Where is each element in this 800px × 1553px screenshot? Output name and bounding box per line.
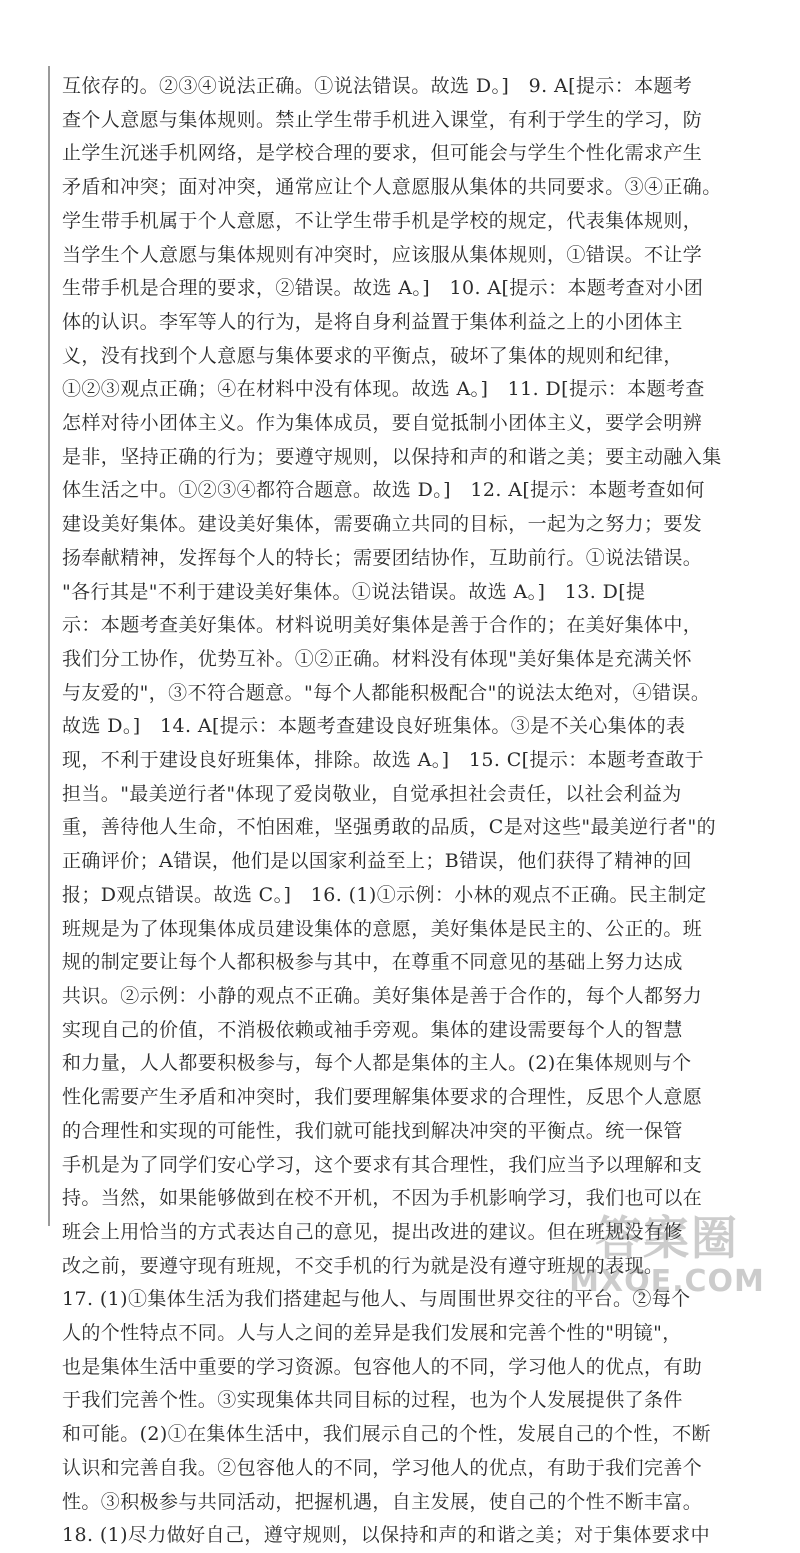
text-line: 17. (1)①集体生活为我们搭建起与他人、与周围世界交往的平台。②每个	[62, 1288, 691, 1311]
text-line: 体的认识。李军等人的行为，是将自身利益置于集体利益之上的小团体主	[62, 310, 683, 333]
text-line: ①②③观点正确；④在材料中没有体现。故选 A。] 11. D[提示：本题考查	[62, 378, 705, 401]
text-line: 是非，坚持正确的行为；要遵守规则，以保持和声的和谐之美；要主动融入集	[62, 445, 722, 468]
text-line: 的合理性和实现的可能性，我们就可能找到解决冲突的平衡点。统一保管	[62, 1119, 683, 1142]
text-line: 于我们完善个性。③实现集体共同目标的过程，也为个人发展提供了条件	[62, 1389, 683, 1412]
text-line: 班规是为了体现集体成员建设集体的意愿，美好集体是民主的、公正的。班	[62, 917, 703, 940]
text-line: "各行其是"不利于建设美好集体。①说法错误。故选 A。] 13. D[提	[62, 580, 646, 603]
text-line: 示：本题考查美好集体。材料说明美好集体是善于合作的；在美好集体中，	[62, 614, 703, 637]
text-line: 18. (1)尽力做好自己，遵守规则，以保持和声的和谐之美；对于集体要求中	[62, 1524, 710, 1547]
text-line: 止学生沉迷手机网络，是学校合理的要求，但可能会与学生个性化需求产生	[62, 142, 703, 165]
text-line: 实现自己的价值，不消极依赖或袖手旁观。集体的建设需要每个人的智慧	[62, 1018, 683, 1041]
text-line: 扬奉献精神，发挥每个人的特长；需要团结协作，互助前行。①说法错误。	[62, 546, 703, 569]
text-line: 与友爱的"，③不符合题意。"每个人都能积极配合"的说法太绝对，④错误。	[62, 681, 711, 704]
text-line: 担当。"最美逆行者"体现了爱岗敬业，自觉承担社会责任，以社会利益为	[62, 782, 682, 805]
text-line: 也是集体生活中重要的学习资源。包容他人的不同，学习他人的优点，有助	[62, 1355, 703, 1378]
text-line: 性化需要产生矛盾和冲突时，我们要理解集体要求的合理性，反思个人意愿	[62, 1086, 703, 1109]
text-line: 义，没有找到个人意愿与集体要求的平衡点，破坏了集体的规则和纪律，	[62, 344, 683, 367]
text-line: 故选 D。] 14. A[提示：本题考查建设良好班集体。③是不关心集体的表	[62, 715, 686, 738]
text-line: 互依存的。②③④说法正确。①说法错误。故选 D。] 9. A[提示：本题考	[62, 75, 693, 97]
text-line: 持。当然，如果能够做到在校不开机，不因为手机影响学习，我们也可以在	[62, 1187, 703, 1210]
text-line: 我们分工协作，优势互补。①②正确。材料没有体现"美好集体是充满关怀	[62, 647, 692, 670]
text-line: 重，善待他人生命，不怕困难，坚强勇敢的品质，C是对这些"最美逆行者"的	[62, 816, 717, 839]
text-line: 体生活之中。①②③④都符合题意。故选 D。] 12. A[提示：本题考查如何	[62, 479, 705, 502]
watermark-url: MXQE.COM	[569, 1264, 765, 1299]
text-line: 学生带手机属于个人意愿，不让学生带手机是学校的规定，代表集体规则，	[62, 209, 703, 232]
text-line: 和力量，人人都要积极参与，每个人都是集体的主人。(2)在集体规则与个	[62, 1052, 692, 1075]
text-line: 和可能。(2)①在集体生活中，我们展示自己的个性，发展自己的个性，不断	[62, 1423, 711, 1446]
text-line: 生带手机是合理的要求，②错误。故选 A。] 10. A[提示：本题考查对小团	[62, 277, 704, 300]
text-line: 怎样对待小团体主义。作为集体成员，要自觉抵制小团体主义，要学会明辨	[62, 412, 703, 435]
text-line: 共识。②示例：小静的观点不正确。美好集体是善于合作的，每个人都努力	[62, 984, 703, 1007]
text-line: 规的制定要让每个人都积极参与其中，在尊重不同意见的基础上努力达成	[62, 951, 683, 974]
text-line: 人的个性特点不同。人与人之间的差异是我们发展和完善个性的"明镜"，	[62, 1322, 682, 1345]
answer-text-body	[62, 70, 782, 1553]
text-line: 当学生个人意愿与集体规则有冲突时，应该服从集体规则，①错误。不让学	[62, 243, 703, 266]
text-line: 建设美好集体。建设美好集体，需要确立共同的目标，一起为之努力；要发	[62, 513, 703, 536]
text-line: 改之前，要遵守现有班规，不交手机的行为就是没有遵守班规的表现。	[62, 1254, 664, 1277]
margin-rule	[48, 66, 50, 1226]
text-line: 报；D观点错误。故选 C。] 16. (1)①示例：小林的观点不正确。民主制定	[62, 883, 707, 906]
text-line: 手机是为了同学们安心学习，这个要求有其合理性，我们应当予以理解和支	[62, 1153, 703, 1176]
text-line: 认识和完善自我。②包容他人的不同，学习他人的优点，有助于我们完善个	[62, 1456, 703, 1479]
text-line: 矛盾和冲突；面对冲突，通常应让个人意愿服从集体的共同要求。③④正确。	[62, 176, 722, 199]
text-line: 查个人意愿与集体规则。禁止学生带手机进入课堂，有利于学生的学习，防	[62, 108, 703, 131]
watermark-brand: 答案圈	[595, 1211, 739, 1265]
text-line: 班会上用恰当的方式表达自己的意见，提出改进的建议。但在班规没有修	[62, 1220, 683, 1243]
text-line: 性。③积极参与共同活动，把握机遇，自主发展，使自己的个性不断丰富。	[62, 1490, 703, 1513]
text-line: 正确评价；A错误，他们是以国家利益至上；B错误，他们获得了精神的回	[62, 850, 692, 873]
text-line: 现，不利于建设良好班集体，排除。故选 A。] 15. C[提示：本题考查敢于	[62, 749, 705, 772]
